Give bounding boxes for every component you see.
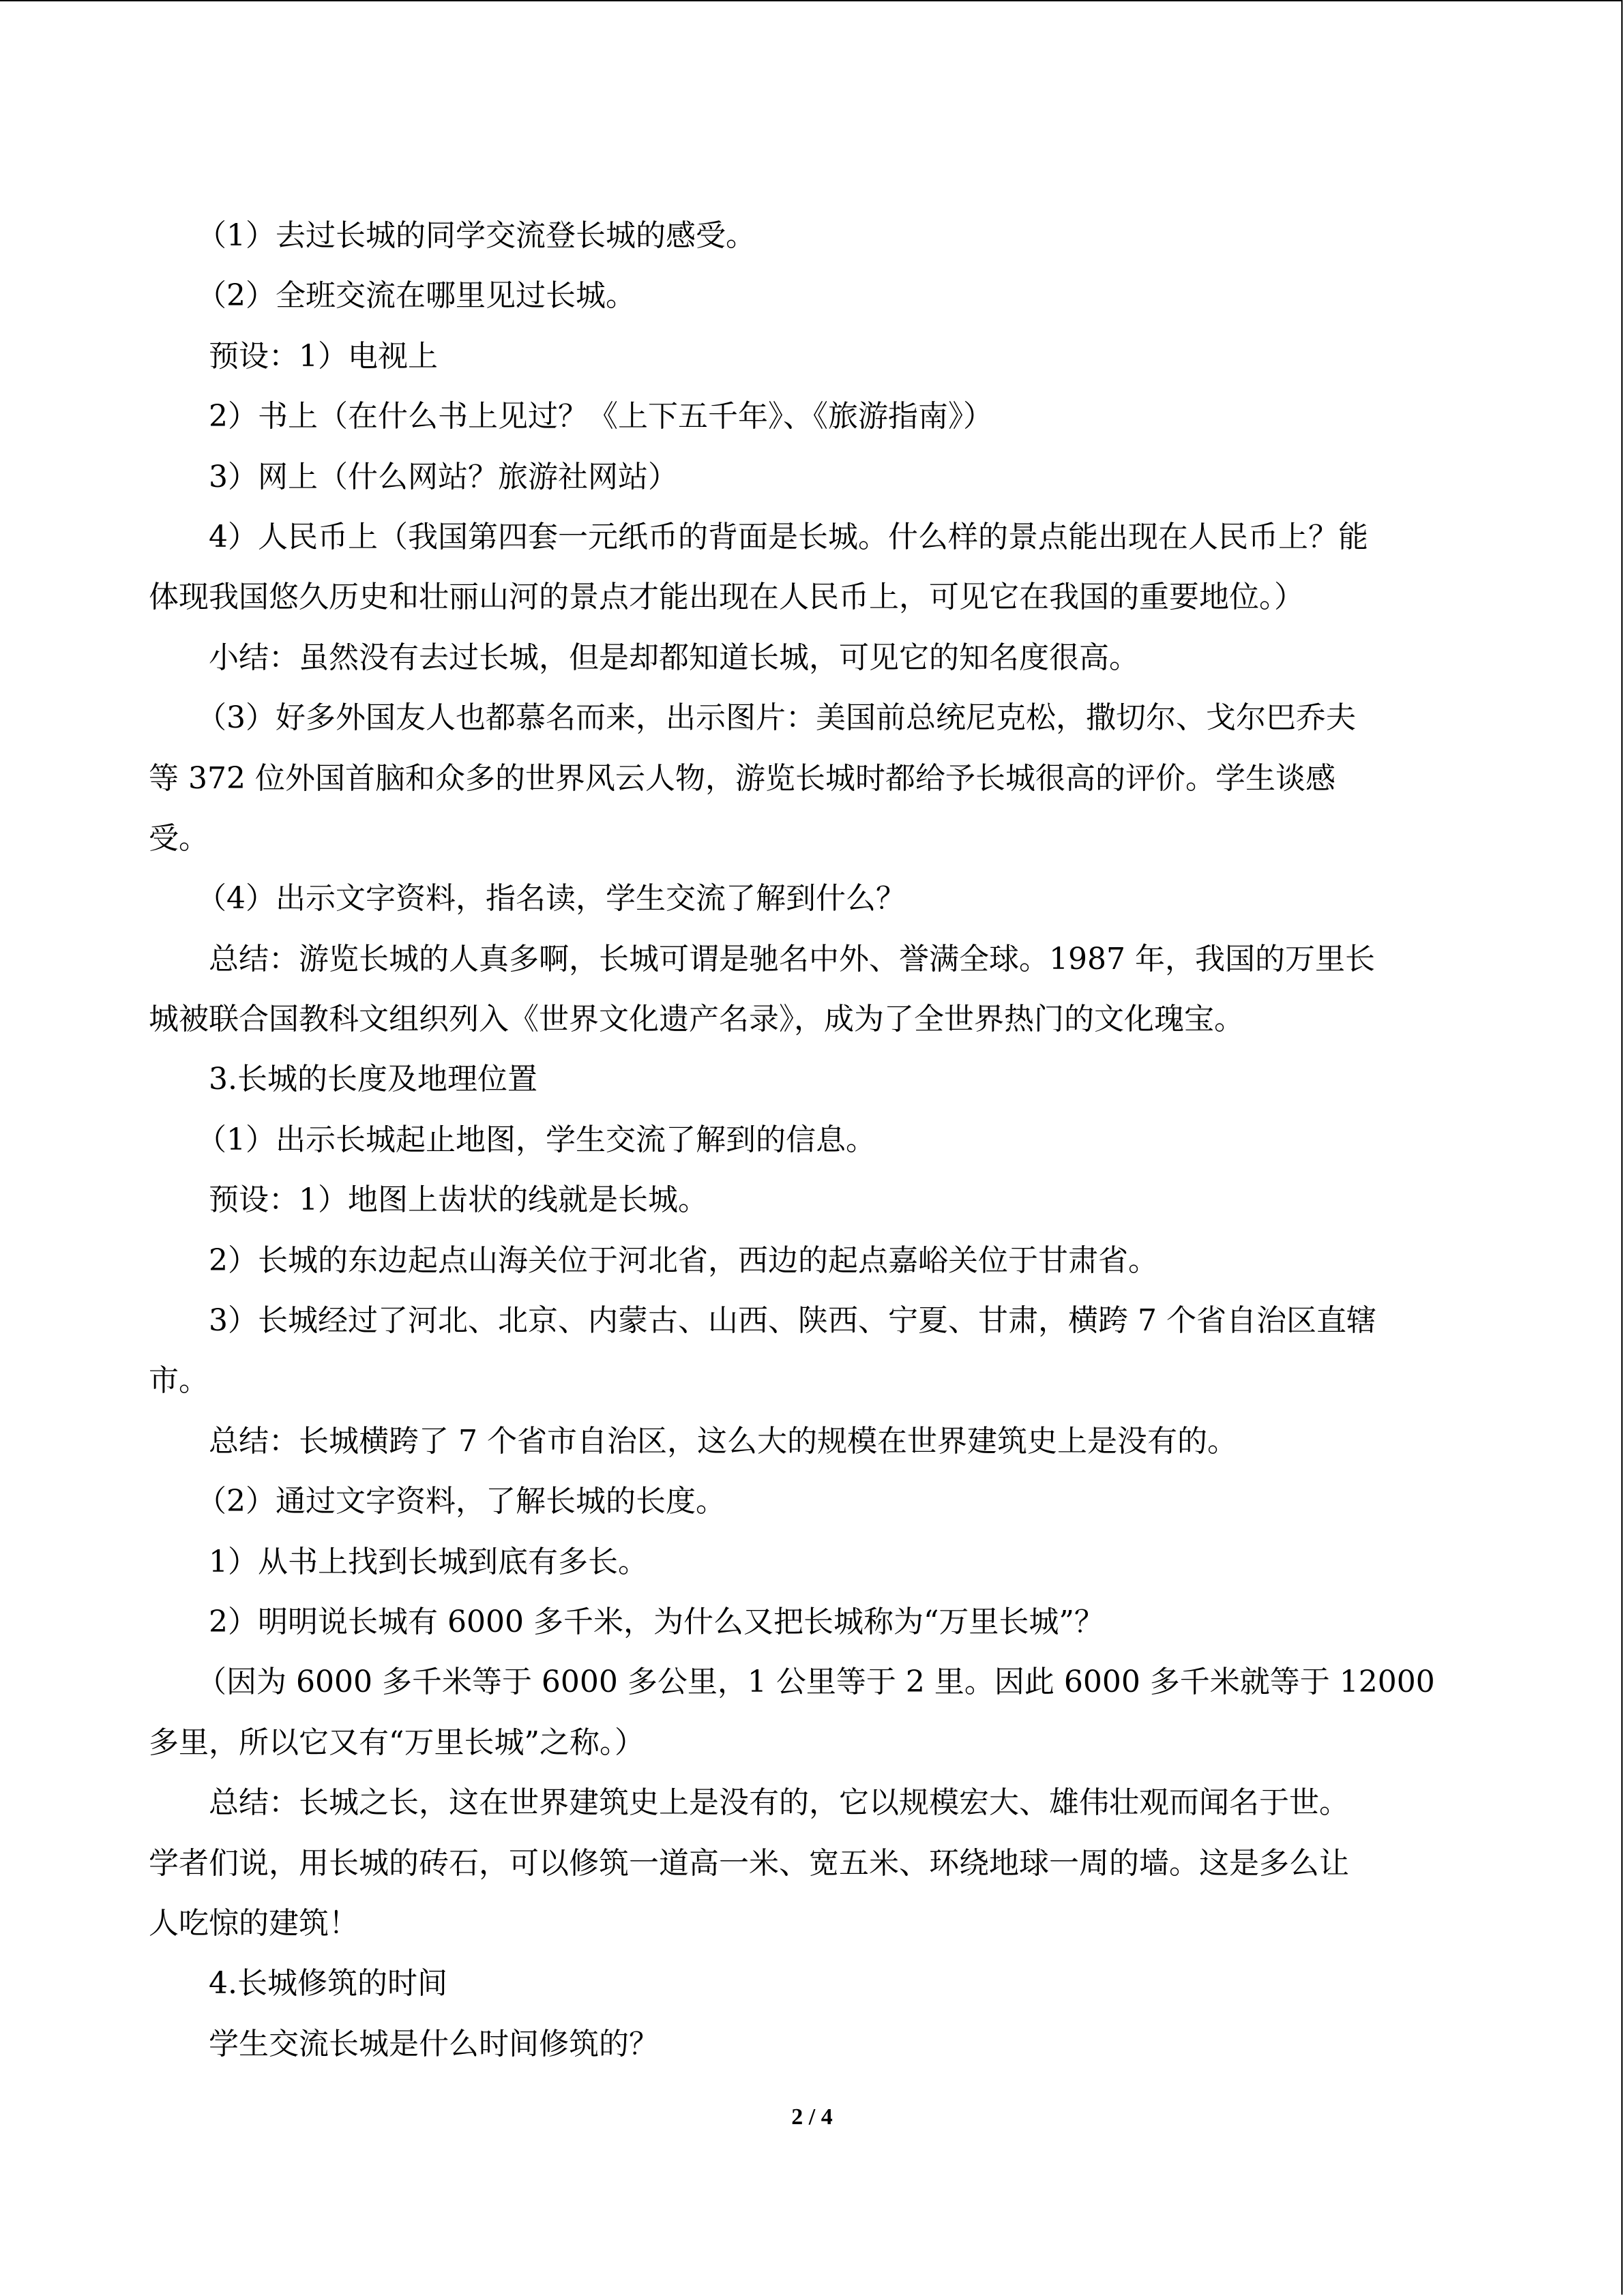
text-line: 多里，所以它又有“万里长城”之称。） [149,1725,645,1760]
section-heading: 4.长城修筑的时间 [209,1966,447,2001]
text-line: 预设：1）电视上 [209,338,438,374]
text-line: 4）人民币上（我国第四套一元纸币的背面是长城。什么样的景点能出现在人民币上？能 [209,519,1368,554]
text-line: 3）长城经过了河北、北京、内蒙古、山西、陕西、宁夏、甘肃，横跨 7 个省自治区直辖 [209,1303,1376,1339]
text-line: 学生交流长城是什么时间修筑的？ [209,2026,659,2061]
text-line: （2）通过文字资料，了解长城的长度。 [196,1484,726,1519]
text-line: 总结：游览长城的人真多啊，长城可谓是驰名中外、誉满全球。1987 年，我国的万里长 [209,941,1375,976]
text-line: （4）出示文字资料，指名读，学生交流了解到什么？ [196,881,906,916]
text-line: 总结：长城之长，这在世界建筑史上是没有的，它以规模宏大、雄伟壮观而闻名于世。 [209,1785,1349,1821]
text-line: 3）网上（什么网站？旅游社网站） [209,459,678,494]
text-line: 预设：1）地图上齿状的线就是长城。 [209,1182,708,1218]
text-line: 学者们说，用长城的砖石，可以修筑一道高一米、宽五米、环绕地球一周的墙。这是多么让 [149,1845,1349,1881]
document-body [149,206,1475,2074]
text-line: 城被联合国教科文组织列入《世界文化遗产名录》，成为了全世界热门的文化瑰宝。 [149,1002,1244,1037]
section-heading: 3.长城的长度及地理位置 [209,1062,537,1097]
text-line: 2）书上（在什么书上见过？《上下五千年》、《旅游指南》） [209,399,993,434]
page-number: 2 / 4 [791,2104,833,2130]
text-line: 2）长城的东边起点山海关位于河北省，西边的起点嘉峪关位于甘肃省。 [209,1242,1158,1278]
text-line: 1）从书上找到长城到底有多长。 [209,1544,648,1579]
text-line: 市。 [149,1363,209,1399]
text-line: 受。 [149,820,209,856]
text-line: 小结：虽然没有去过长城，但是却都知道长城，可见它的知名度很高。 [209,640,1139,675]
text-line: （3）好多外国友人也都慕名而来，出示图片：美国前总统尼克松，撒切尔、戈尔巴乔夫 [196,700,1356,736]
text-line: 2）明明说长城有 6000 多千米，为什么又把长城称为“万里长城”？ [209,1604,1104,1639]
text-line: （2）全班交流在哪里见过长城。 [196,278,636,314]
text-line: （因为 6000 多千米等于 6000 多公里，1 公里等于 2 里。因此 6000 多千米就等于 12000 [196,1665,1435,1700]
text-line: 体现我国悠久历史和壮丽山河的景点才能出现在人民币上，可见它在我国的重要地位。） [149,580,1304,615]
text-line: 人吃惊的建筑！ [149,1905,359,1941]
text-line: 等 372 位外国首脑和众多的世界风云人物，游览长城时都给予长城很高的评价。学生谈感 [149,760,1335,796]
text-line: 总结：长城横跨了 7 个省市自治区，这么大的规模在世界建筑史上是没有的。 [209,1423,1237,1459]
text-line: （1）出示长城起止地图，学生交流了解到的信息。 [196,1122,876,1157]
text-line: （1）去过长城的同学交流登长城的感受。 [196,218,756,253]
